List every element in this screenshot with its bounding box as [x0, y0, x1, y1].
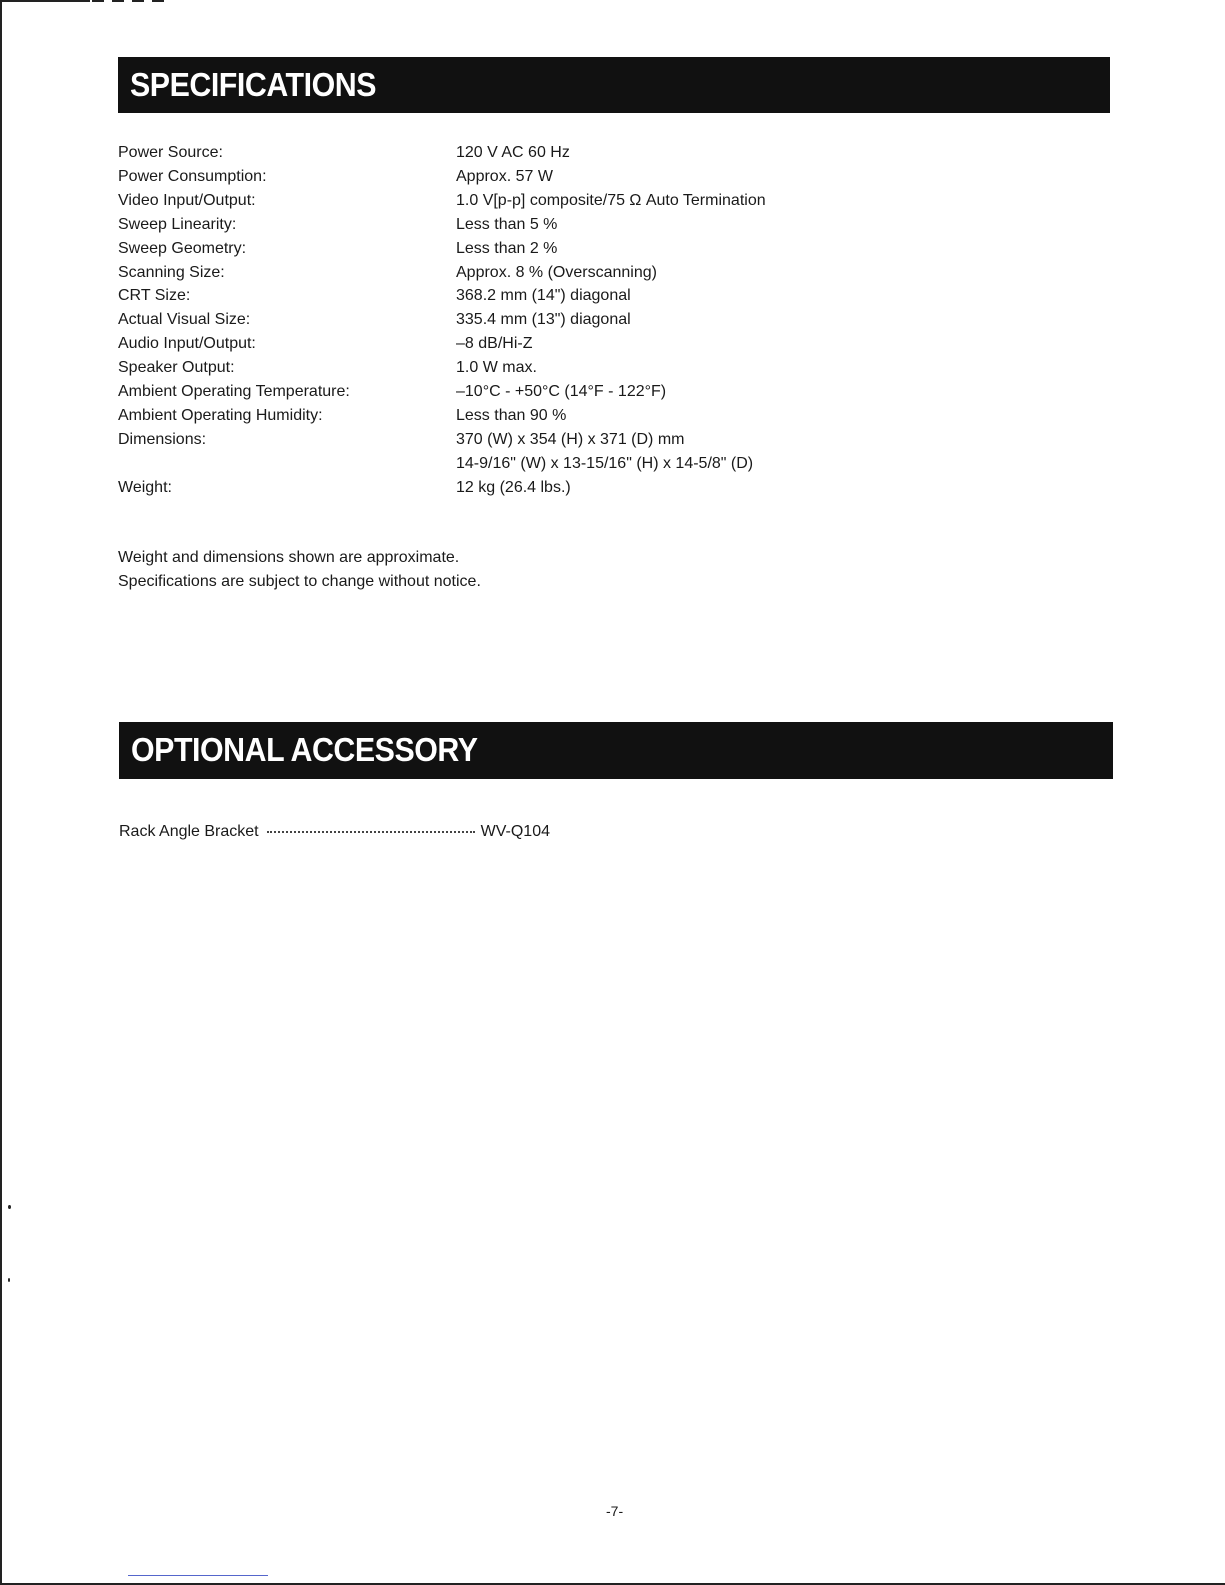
scan-top-dashes [92, 0, 170, 2]
spec-row [118, 380, 766, 404]
spec-label: Power Source: [118, 144, 223, 161]
accessory-item [119, 820, 550, 844]
accessory-model: WV-Q104 [480, 823, 550, 840]
specifications-heading: SPECIFICATIONS [118, 57, 1110, 113]
accessory-name: Rack Angle Bracket [119, 823, 259, 840]
spec-label [118, 452, 456, 476]
page-number: -7- [606, 1503, 624, 1519]
spec-row [118, 476, 766, 500]
spec-label: Actual Visual Size: [118, 311, 251, 329]
spec-label: CRT Size: [118, 287, 191, 305]
spec-value: Less than 5 % [456, 215, 558, 233]
spec-row [118, 428, 766, 452]
spec-label: Speaker Output: [118, 359, 235, 377]
spec-value: 370 (W) x 354 (H) x 371 (D) mm [456, 430, 685, 448]
scan-speck [8, 1205, 11, 1209]
note-line: Specifications are subject to change without notice. [118, 573, 481, 590]
spec-row [118, 332, 766, 356]
spec-value: –8 dB/Hi-Z [456, 335, 533, 353]
spec-label: Video Input/Output: [118, 191, 256, 209]
spec-value: 14-9/16" (W) x 13-15/16" (H) x 14-5/8" (D) [456, 454, 754, 472]
spec-label: Scanning Size: [118, 263, 225, 281]
scan-left-edge [0, 0, 2, 1585]
spec-value: 1.0 W max. [456, 359, 537, 377]
spec-row [118, 404, 766, 428]
spec-value: Less than 2 % [456, 239, 558, 257]
spec-value: 368.2 mm (14") diagonal [456, 287, 631, 305]
dot-leader [267, 830, 475, 833]
spec-row [118, 452, 766, 476]
spec-row [118, 213, 766, 237]
spec-row [118, 261, 766, 285]
spec-value: 120 V AC 60 Hz [456, 144, 570, 161]
optional-accessory-heading: OPTIONAL ACCESSORY [119, 722, 1113, 779]
spec-row [118, 237, 766, 261]
spec-row [118, 356, 766, 380]
spec-value: 1.0 V[p-p] composite/75 Ω Auto Termination [456, 191, 766, 209]
spec-label: Power Consumption: [118, 167, 267, 185]
spec-label: Ambient Operating Temperature: [118, 383, 350, 401]
spec-label: Audio Input/Output: [118, 335, 256, 353]
spec-row [118, 141, 766, 165]
spec-value: Approx. 57 W [456, 167, 553, 185]
spec-value: –10°C - +50°C (14°F - 122°F) [456, 383, 667, 401]
spec-label: Sweep Linearity: [118, 215, 237, 233]
scan-speck [8, 1278, 10, 1282]
spec-label: Dimensions: [118, 430, 207, 448]
spec-row [118, 284, 766, 308]
spec-label: Ambient Operating Humidity: [118, 406, 323, 424]
specifications-table [118, 141, 766, 500]
spec-value: Less than 90 % [456, 406, 567, 424]
scan-top-edge [0, 0, 90, 2]
spec-label: Sweep Geometry: [118, 239, 247, 257]
spec-row [118, 308, 766, 332]
spec-row [118, 189, 766, 213]
spec-value: Approx. 8 % (Overscanning) [456, 263, 657, 281]
spec-row [118, 165, 766, 189]
spec-label: Weight: [118, 478, 172, 496]
spec-value: 335.4 mm (13") diagonal [456, 311, 631, 329]
scan-bottom-mark [128, 1575, 268, 1576]
note-line: Weight and dimensions shown are approximate. [118, 549, 460, 566]
spec-value: 12 kg (26.4 lbs.) [456, 478, 571, 496]
specification-notes [118, 546, 481, 594]
